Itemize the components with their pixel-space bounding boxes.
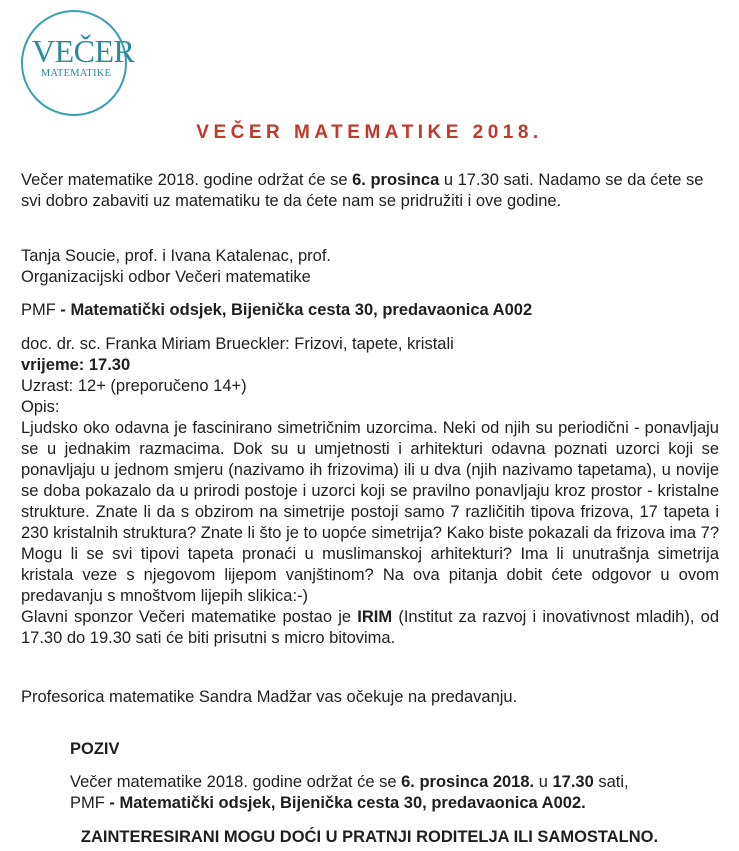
lecture-desc-label: Opis: bbox=[21, 398, 60, 416]
organizers-committee: Organizacijski odbor Večeri matematike bbox=[21, 268, 311, 286]
lecture-time: vrijeme: 17.30 bbox=[21, 356, 131, 374]
professor-line: Profesorica matematike Sandra Madžar vas očekuje na predavanju. bbox=[21, 688, 518, 706]
lecture-description: Ljudsko oko odavna je fascinirano simetričnim uzorcima. Neki od njih su periodični - ponavljaju se u jednakim razmacima. Dok su u umjetnosti i arhitekturi odavna poznati uzorci koji se ponavljaju u jednom smjeru (nazivamo ih frizovima) ili u dva (njih nazivamo tapetama), u novije se doba pokazalo da u prirodi postoje i uzorci koji se pravilno ponavljaju kroz prostor - kristalne strukture. Znate li da s obzirom na simetrije postoji samo 7 različitih tipova frizova, 17 tapeta i 230 kristalnih struktura? Znate li što je to uopće simetrija? Kako biste pokazali da frizova ima 7? Mogu li se svi tipovi tapeta pronaći u muslimanskoj arhitekturi? Ima li unutrašnja simetrija kristala veze s njegovom lijepom vanjštinom? Na ova pitanja dobit ćete odgovor u ovom predavanju s mnoštvom lijepih slikica:-) bbox=[21, 419, 719, 605]
logo-subtitle: MATEMATIKE bbox=[40, 68, 112, 79]
intro-date: 6. prosinca bbox=[352, 171, 440, 189]
page-title: VEČER MATEMATIKE 2018. bbox=[196, 122, 543, 143]
invitation-venue: PMF - Matematički odsjek, Bijenička cesta 30, predavaonica A002. bbox=[70, 794, 586, 812]
intro-paragraph: Večer matematike 2018. godine održat će se 6. prosinca u 17.30 sati. Nadamo se da ćete se svi dobro zabaviti uz matematiku te da ćete nam se pridružiti i ove godine. bbox=[21, 171, 704, 210]
venue-line: PMF - Matematički odsjek, Bijenička cesta 30, predavaonica A002 bbox=[21, 301, 533, 319]
invitation-heading: POZIV bbox=[70, 740, 120, 758]
sponsor-paragraph: Glavni sponzor Večeri matematike postao je IRIM (Institut za razvoj i inovativnost mladih), od 17.30 do 19.30 sati će biti prisutni s micro bitovima. bbox=[21, 608, 719, 647]
lecture-age: Uzrast: 12+ (preporučeno 14+) bbox=[21, 377, 247, 395]
invitation-block bbox=[70, 739, 710, 814]
lecture-speaker: doc. dr. sc. Franka Miriam Brueckler: Frizovi, tapete, kristali bbox=[21, 335, 454, 353]
sponsor-name: IRIM bbox=[357, 608, 393, 626]
organizers-names: Tanja Soucie, prof. i Ivana Katalenac, prof. bbox=[21, 247, 332, 265]
lecture-block bbox=[21, 334, 719, 649]
invitation-line: Večer matematike 2018. godine održat će se 6. prosinca 2018. u 17.30 sati, bbox=[70, 773, 629, 791]
logo-word: VEČER bbox=[32, 33, 135, 69]
vecer-matematike-logo bbox=[21, 10, 135, 116]
organizers bbox=[21, 246, 719, 288]
closing-note: ZAINTERESIRANI MOGU DOĆI U PRATNJI RODITELJA ILI SAMOSTALNO. bbox=[80, 828, 659, 846]
